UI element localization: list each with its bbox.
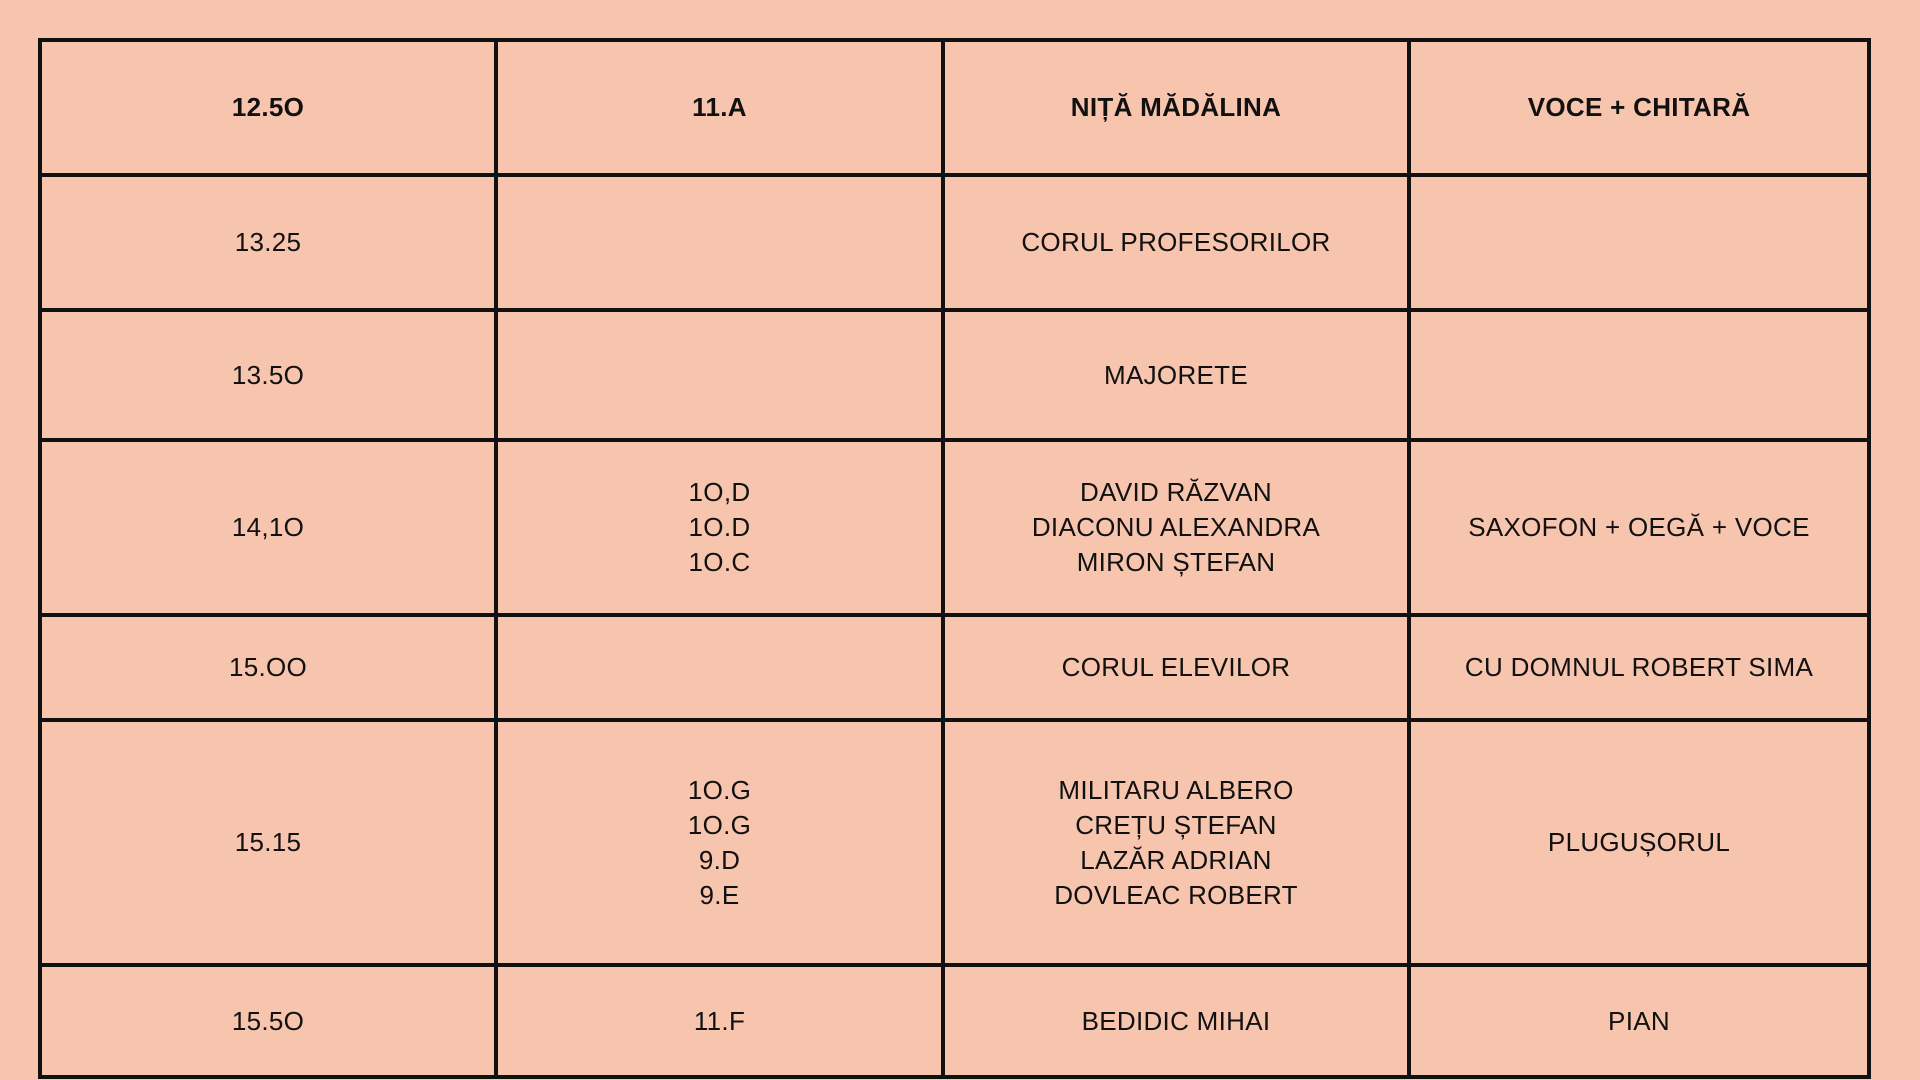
performer-text: CREȚU ȘTEFAN bbox=[1075, 809, 1277, 840]
time-text: 15.5O bbox=[231, 1005, 305, 1036]
time-text: 13.25 bbox=[234, 227, 302, 257]
time-cell bbox=[40, 720, 496, 965]
performers-cell bbox=[943, 175, 1409, 310]
time-text: 12.5O bbox=[231, 92, 305, 122]
time-cell bbox=[40, 310, 496, 440]
class-cell bbox=[496, 965, 943, 1077]
table-row bbox=[40, 440, 1869, 615]
time-text: 13.5O bbox=[231, 359, 305, 390]
act-cell bbox=[1409, 965, 1869, 1077]
class-cell bbox=[496, 440, 943, 615]
act-text: VOCE + CHITARĂ bbox=[1527, 92, 1751, 122]
class-text: 11.A bbox=[692, 92, 747, 122]
act-text: SAXOFON + OEGĂ + VOCE bbox=[1468, 512, 1810, 542]
performer-text: MAJORETE bbox=[1104, 359, 1248, 390]
class-text: 1O.G bbox=[687, 774, 752, 805]
act-text: PIAN bbox=[1608, 1005, 1670, 1036]
performers-cell bbox=[943, 310, 1409, 440]
performer-text: DAVID RĂZVAN bbox=[1080, 477, 1272, 507]
class-cell bbox=[496, 720, 943, 965]
performers-cell bbox=[943, 440, 1409, 615]
time-text: 15.15 bbox=[234, 827, 302, 857]
act-cell bbox=[1409, 310, 1869, 440]
performers-cell bbox=[943, 615, 1409, 720]
act-cell bbox=[1409, 175, 1869, 310]
performer-text: BEDIDIC MIHAI bbox=[1081, 1005, 1271, 1036]
class-cell bbox=[496, 615, 943, 720]
table-row bbox=[40, 175, 1869, 310]
table-row bbox=[40, 720, 1869, 965]
performer-text: DIACONU ALEXANDRA bbox=[1031, 512, 1321, 542]
time-cell bbox=[40, 615, 496, 720]
act-cell bbox=[1409, 615, 1869, 720]
class-text: 9.E bbox=[699, 879, 740, 910]
table-row bbox=[40, 965, 1869, 1077]
time-cell bbox=[40, 440, 496, 615]
performers-cell bbox=[943, 720, 1409, 965]
performer-text: MIRON ȘTEFAN bbox=[1076, 547, 1276, 577]
class-cell bbox=[496, 40, 943, 175]
class-text: 11.F bbox=[693, 1005, 746, 1036]
act-text: CU DOMNUL ROBERT SIMA bbox=[1464, 652, 1814, 682]
performer-text: LAZĂR ADRIAN bbox=[1080, 844, 1272, 875]
performer-text: CORUL PROFESORILOR bbox=[1021, 227, 1331, 257]
table-row bbox=[40, 615, 1869, 720]
performer-text: MILITARU ALBERO bbox=[1058, 774, 1294, 805]
act-cell bbox=[1409, 720, 1869, 965]
act-cell bbox=[1409, 40, 1869, 175]
table-row bbox=[40, 310, 1869, 440]
time-cell bbox=[40, 175, 496, 310]
performer-text: CORUL ELEVILOR bbox=[1061, 652, 1291, 682]
class-text: 1O,D bbox=[688, 477, 751, 507]
class-cell bbox=[496, 175, 943, 310]
performers-cell bbox=[943, 965, 1409, 1077]
class-cell bbox=[496, 310, 943, 440]
act-text: PLUGUȘORUL bbox=[1547, 827, 1731, 857]
performer-text: NIȚĂ MĂDĂLINA bbox=[1070, 92, 1282, 122]
time-text: 14,1O bbox=[231, 512, 305, 542]
schedule-table bbox=[38, 38, 1871, 1079]
performer-text: DOVLEAC ROBERT bbox=[1054, 879, 1298, 910]
class-text: 1O.G bbox=[687, 809, 752, 840]
class-text: 1O.D bbox=[688, 512, 751, 542]
class-text: 9.D bbox=[698, 844, 741, 875]
performers-cell bbox=[943, 40, 1409, 175]
time-cell bbox=[40, 40, 496, 175]
time-cell bbox=[40, 965, 496, 1077]
act-cell bbox=[1409, 440, 1869, 615]
class-text: 1O.C bbox=[688, 547, 751, 577]
time-text: 15.OO bbox=[228, 652, 308, 682]
table-row bbox=[40, 40, 1869, 175]
